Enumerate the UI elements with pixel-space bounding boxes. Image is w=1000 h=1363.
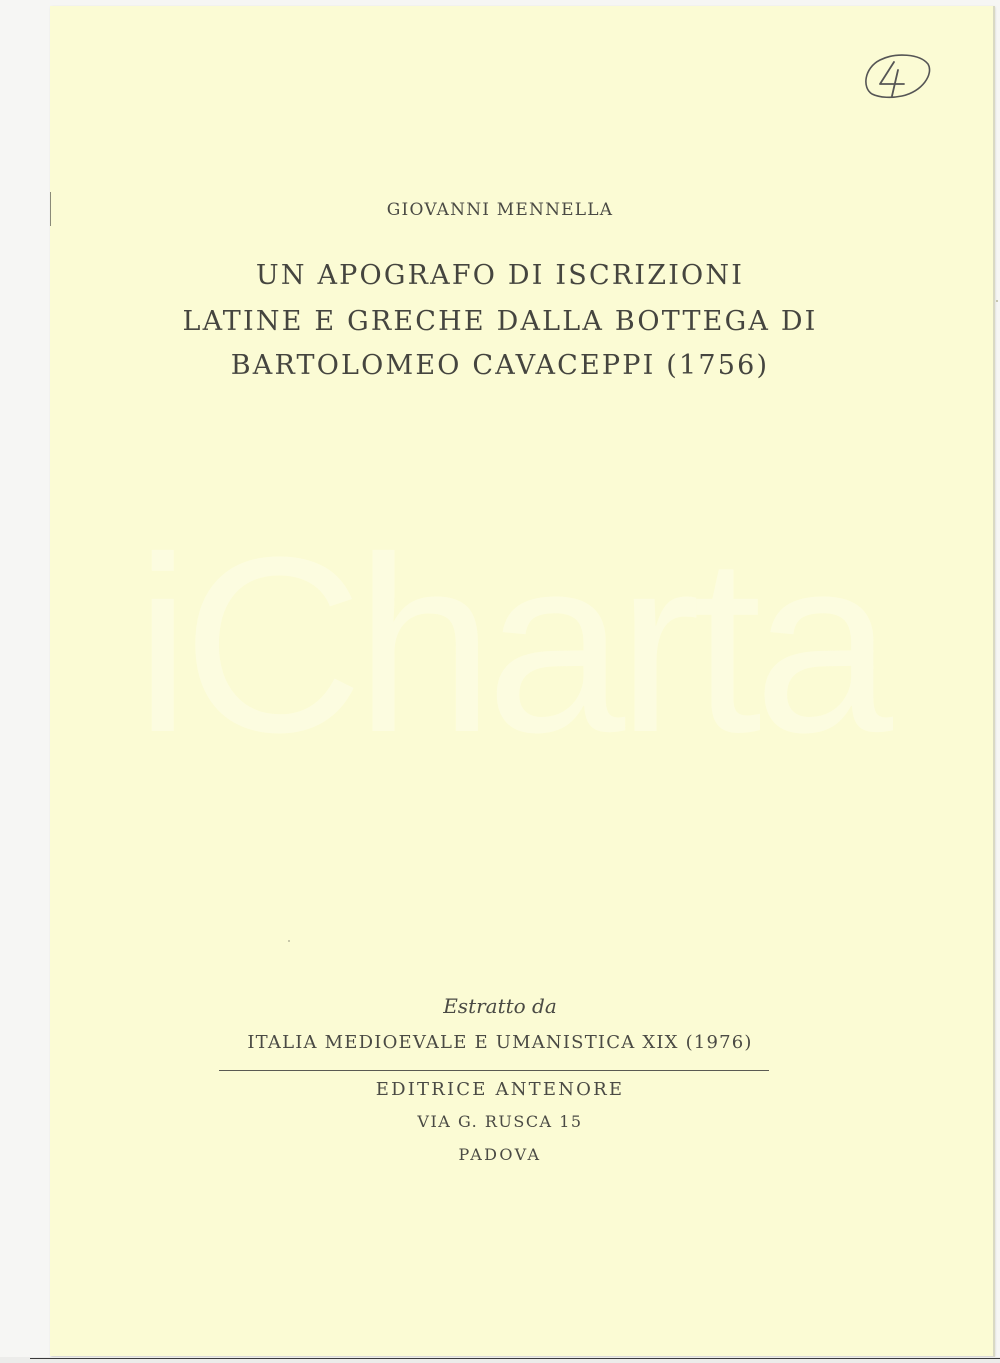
- publisher-address: VIA G. RUSCA 15: [417, 1112, 583, 1131]
- title-line: BARTOLOMEO CAVACEPPI (1756): [230, 350, 770, 381]
- handwritten-circled-number: [858, 50, 934, 104]
- title-line: UN APOGRAFO DI ISCRIZIONI: [255, 260, 745, 291]
- author-name: GIOVANNI MENNELLA: [386, 200, 614, 220]
- journal-citation: ITALIA MEDIOEVALE E UMANISTICA XIX (1976): [247, 1032, 753, 1053]
- watermark: iCharta: [135, 505, 885, 784]
- paper-speck: [996, 300, 998, 302]
- divider-rule: [219, 1070, 769, 1071]
- paper-speck: [288, 940, 290, 942]
- publisher-city: PADOVA: [458, 1145, 542, 1164]
- title-line: LATINE E GRECHE DALLA BOTTEGA DI: [182, 306, 818, 337]
- publisher-name: EDITRICE ANTENORE: [375, 1079, 625, 1100]
- extract-label: Estratto da: [443, 994, 557, 1018]
- scan-edge-line: [30, 1358, 1000, 1359]
